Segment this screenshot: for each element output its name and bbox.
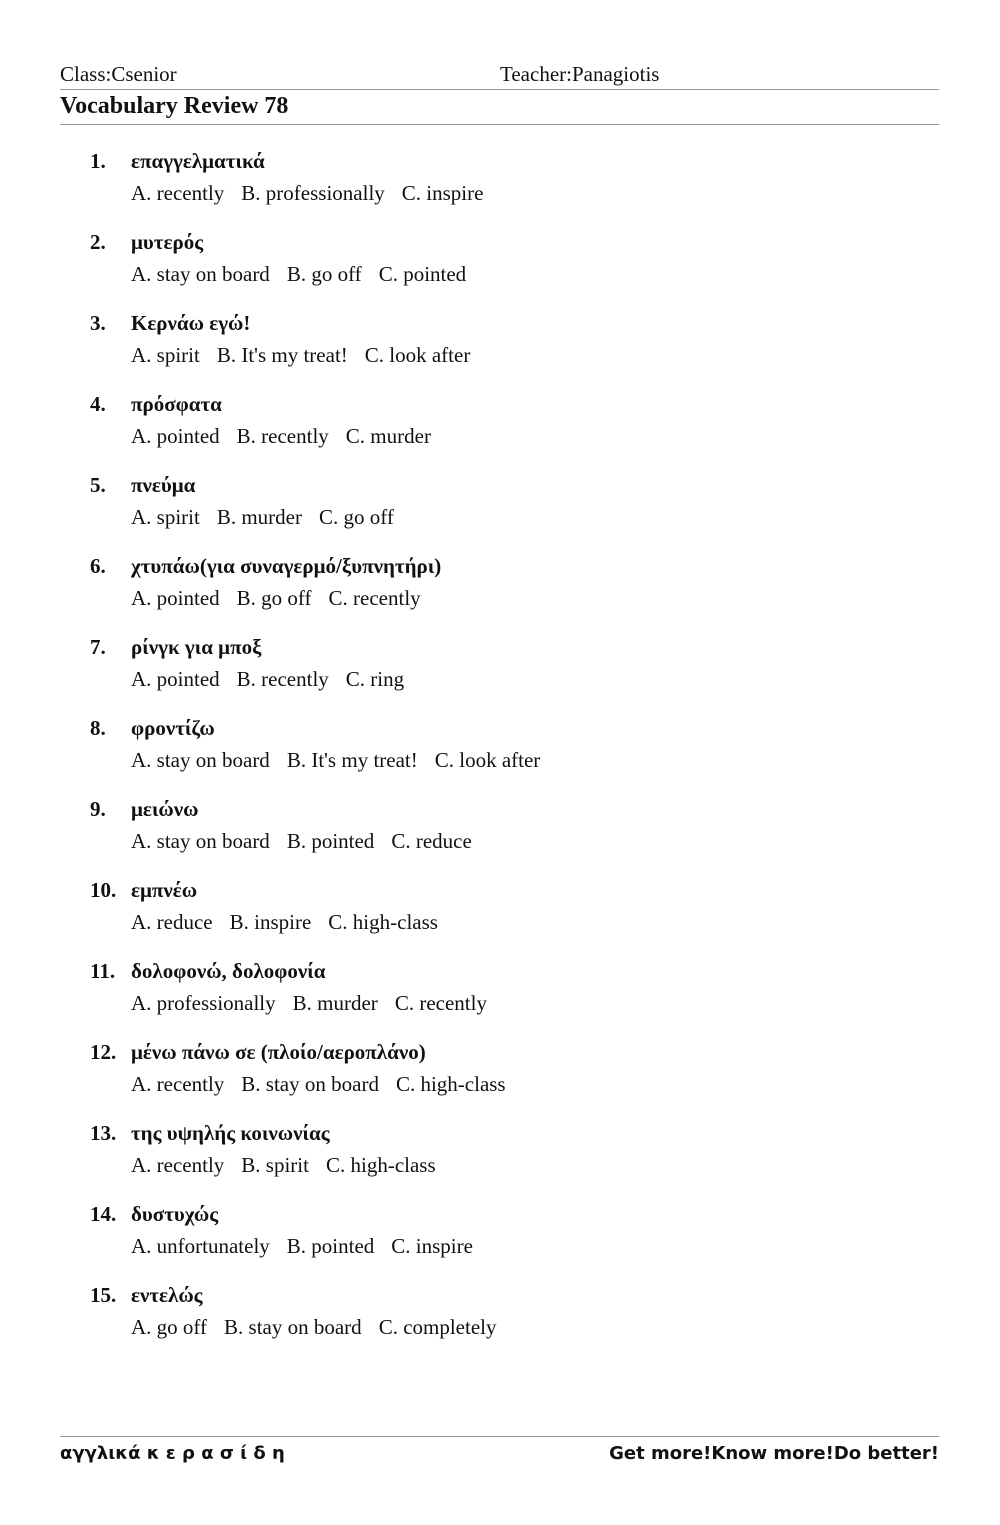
answer-options	[131, 1153, 453, 1178]
question-item	[60, 149, 939, 230]
question-word: δολοφονώ, δολοφονία	[131, 959, 326, 983]
question-number: 11.	[90, 959, 116, 983]
answer-option[interactable]: C. look after	[434, 748, 541, 772]
question-number: 2.	[90, 230, 106, 254]
question-number: 4.	[90, 392, 106, 416]
question-item	[60, 311, 939, 392]
answer-option[interactable]: A. stay on board	[131, 748, 270, 772]
question-item	[60, 473, 939, 554]
answer-options	[131, 910, 455, 935]
answer-options	[131, 424, 448, 449]
question-word: εμπνέω	[131, 878, 198, 902]
question-word: δυστυχώς	[131, 1202, 219, 1226]
answer-option[interactable]: A. recently	[131, 1072, 225, 1096]
answer-options	[131, 1072, 523, 1097]
answer-option[interactable]: B. recently	[236, 424, 329, 448]
page-title: Vocabulary Review 78	[60, 93, 289, 119]
answer-option[interactable]: A. go off	[131, 1315, 208, 1339]
answer-options	[131, 505, 411, 530]
question-word: πρόσφατα	[131, 392, 222, 416]
teacher-label: Teacher:Panagiotis	[500, 62, 660, 86]
question-number: 9.	[90, 797, 106, 821]
answer-option[interactable]: C. pointed	[378, 262, 467, 286]
answer-options	[131, 262, 483, 287]
question-word: φροντίζω	[131, 716, 215, 740]
answer-option[interactable]: A. pointed	[131, 667, 220, 691]
question-number: 5.	[90, 473, 106, 497]
answer-option[interactable]: C. go off	[319, 505, 394, 529]
answer-option[interactable]: B. It's my treat!	[216, 343, 348, 367]
answer-option[interactable]: C. high-class	[325, 1153, 436, 1177]
answer-option[interactable]: B. inspire	[229, 910, 312, 934]
question-number: 6.	[90, 554, 106, 578]
question-word: εντελώς	[131, 1283, 203, 1307]
answer-option[interactable]: C. murder	[345, 424, 431, 448]
answer-option[interactable]: A. pointed	[131, 424, 220, 448]
answer-option[interactable]: C. completely	[378, 1315, 497, 1339]
question-item	[60, 716, 939, 797]
answer-option[interactable]: A. reduce	[131, 910, 213, 934]
question-item	[60, 554, 939, 635]
question-item	[60, 797, 939, 878]
answer-options	[131, 748, 557, 773]
answer-option[interactable]: C. high-class	[395, 1072, 506, 1096]
class-label: Class:Csenior	[60, 62, 177, 86]
question-item	[60, 1283, 939, 1364]
question-number: 10.	[90, 878, 117, 902]
answer-option[interactable]: A. spirit	[131, 343, 200, 367]
question-word: χτυπάω(για συναγερμό/ξυπνητήρι)	[131, 554, 442, 578]
question-number: 7.	[90, 635, 106, 659]
question-number: 1.	[90, 149, 106, 173]
answer-option[interactable]: B. pointed	[286, 829, 375, 853]
answer-option[interactable]: B. go off	[286, 262, 362, 286]
answer-options	[131, 181, 500, 206]
answer-option[interactable]: A. recently	[131, 181, 225, 205]
answer-options	[131, 1234, 490, 1259]
answer-option[interactable]: C. recently	[328, 586, 421, 610]
answer-option[interactable]: C. look after	[364, 343, 471, 367]
answer-options	[131, 667, 421, 692]
question-number: 8.	[90, 716, 106, 740]
answer-option[interactable]: B. stay on board	[224, 1315, 362, 1339]
question-item	[60, 230, 939, 311]
answer-options	[131, 1315, 514, 1340]
footer-slogan: Get more!Know more!Do better!	[609, 1443, 939, 1464]
answer-option[interactable]: A. spirit	[131, 505, 200, 529]
footer	[60, 1436, 939, 1467]
answer-options	[131, 586, 438, 611]
answer-option[interactable]: C. ring	[345, 667, 405, 691]
answer-option[interactable]: B. murder	[216, 505, 302, 529]
answer-option[interactable]: B. professionally	[241, 181, 385, 205]
question-number: 15.	[90, 1283, 117, 1307]
title-row	[60, 92, 939, 125]
answer-option[interactable]: A. pointed	[131, 586, 220, 610]
question-word: ρίνγκ για μποξ	[131, 635, 262, 659]
question-word: επαγγελματικά	[131, 149, 265, 173]
question-item	[60, 1202, 939, 1283]
answer-option[interactable]: C. reduce	[391, 829, 472, 853]
answer-option[interactable]: C. recently	[394, 991, 487, 1015]
answer-option[interactable]: B. pointed	[286, 1234, 375, 1258]
question-word: μένω πάνω σε (πλοίο/αεροπλάνο)	[131, 1040, 426, 1064]
answer-option[interactable]: A. stay on board	[131, 262, 270, 286]
answer-option[interactable]: A. unfortunately	[131, 1234, 270, 1258]
question-word: της υψηλής κοινωνίας	[131, 1121, 330, 1145]
question-number: 14.	[90, 1202, 117, 1226]
question-item	[60, 959, 939, 1040]
question-item	[60, 1121, 939, 1202]
question-word: Κερνάω εγώ!	[131, 311, 251, 335]
question-list	[60, 149, 939, 1364]
footer-brand: αγγλικά κ ε ρ α σ ί δ η	[60, 1443, 285, 1464]
question-number: 12.	[90, 1040, 117, 1064]
question-word: μειώνω	[131, 797, 199, 821]
answer-options	[131, 991, 504, 1016]
answer-option[interactable]: A. stay on board	[131, 829, 270, 853]
question-item	[60, 1040, 939, 1121]
question-item	[60, 635, 939, 716]
answer-option[interactable]: B. go off	[236, 586, 312, 610]
answer-option[interactable]: B. It's my treat!	[286, 748, 418, 772]
answer-option[interactable]: B. recently	[236, 667, 329, 691]
answer-options	[131, 829, 489, 854]
answer-option[interactable]: B. stay on board	[241, 1072, 379, 1096]
answer-option[interactable]: B. murder	[292, 991, 378, 1015]
header-row	[60, 62, 939, 90]
answer-option[interactable]: A. recently	[131, 1153, 225, 1177]
question-number: 3.	[90, 311, 106, 335]
question-item	[60, 878, 939, 959]
answer-options	[131, 343, 487, 368]
answer-option[interactable]: A. professionally	[131, 991, 276, 1015]
answer-option[interactable]: B. spirit	[241, 1153, 309, 1177]
answer-option[interactable]: C. inspire	[401, 181, 484, 205]
answer-option[interactable]: C. inspire	[391, 1234, 473, 1258]
answer-option[interactable]: C. high-class	[328, 910, 438, 934]
question-word: μυτερός	[131, 230, 204, 254]
question-number: 13.	[90, 1121, 117, 1145]
question-item	[60, 392, 939, 473]
question-word: πνεύμα	[131, 473, 196, 497]
